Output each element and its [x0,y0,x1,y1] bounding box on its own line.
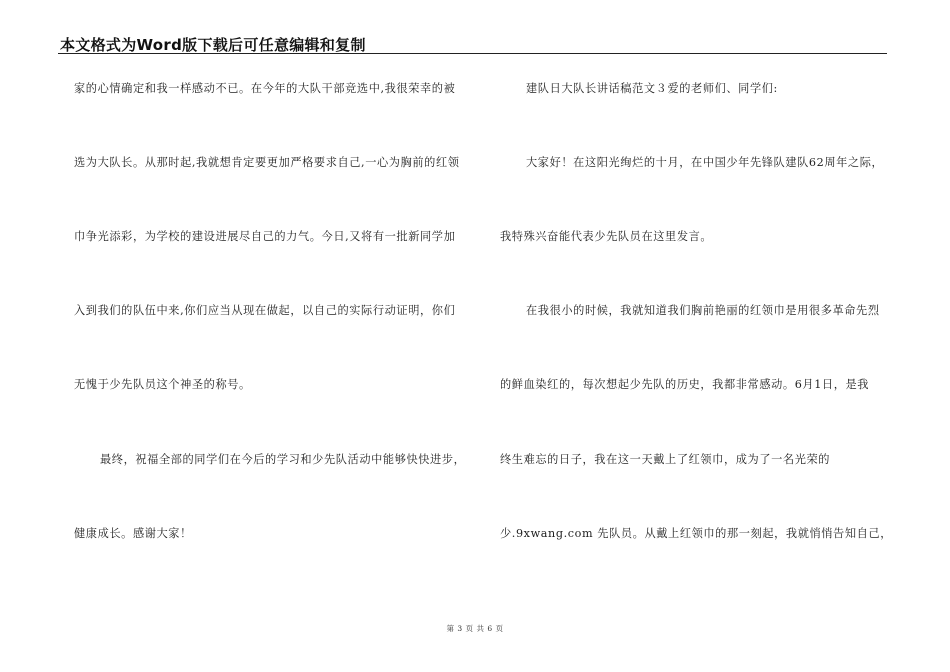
paragraph-line: 健康成长。感谢大家！ [74,527,192,540]
header-title: 本文格式为Word版下载后可任意编辑和复制 [60,36,366,54]
paragraph-line: 的鲜血染红的，每次想起少先队的历史，我都非常感动。6月1日，是我 [500,378,870,391]
paragraph-line: 最终，祝福全部的同学们在今后的学习和少先队活动中能够快快进步， [100,453,466,466]
paragraph-line: 大家好！在这阳光绚烂的十月，在中国少年先锋队建队62周年之际， [526,156,884,169]
paragraph-line: 无愧于少先队员这个神圣的称号。 [74,378,251,391]
paragraph-line: 建队日大队长讲话稿范文３爱的老师们、同学们: [526,82,778,95]
paragraph-line: 在我很小的时候，我就知道我们胸前艳丽的红领巾是用很多革命先烈 [526,304,880,317]
paragraph-line: 终生难忘的日子，我在这一天戴上了红领巾，成为了一名光荣的 [500,453,831,466]
paragraph-line: 家的心情确定和我一样感动不已。在今年的大队干部竞选中,我很荣幸的被 [74,82,456,95]
header-divider [58,53,887,54]
paragraph-line: 我特殊兴奋能代表少先队员在这里发言。 [500,230,713,243]
paragraph-line: 少.9xwang.com 先队员。从戴上红领巾的那一刻起，我就悄悄告知自己， [500,527,892,540]
page-number: 第 3 页 共 6 页 [446,624,504,633]
paragraph-line: 选为大队长。从那时起,我就想肯定要更加严格要求自己,一心为胸前的红领 [74,156,460,169]
paragraph-line: 巾争光添彩，为学校的建设进展尽自己的力气。今日,又将有一批新同学加 [74,230,456,243]
paragraph-line: 入到我们的队伍中来,你们应当从现在做起，以自己的实际行动证明，你们 [74,304,456,317]
